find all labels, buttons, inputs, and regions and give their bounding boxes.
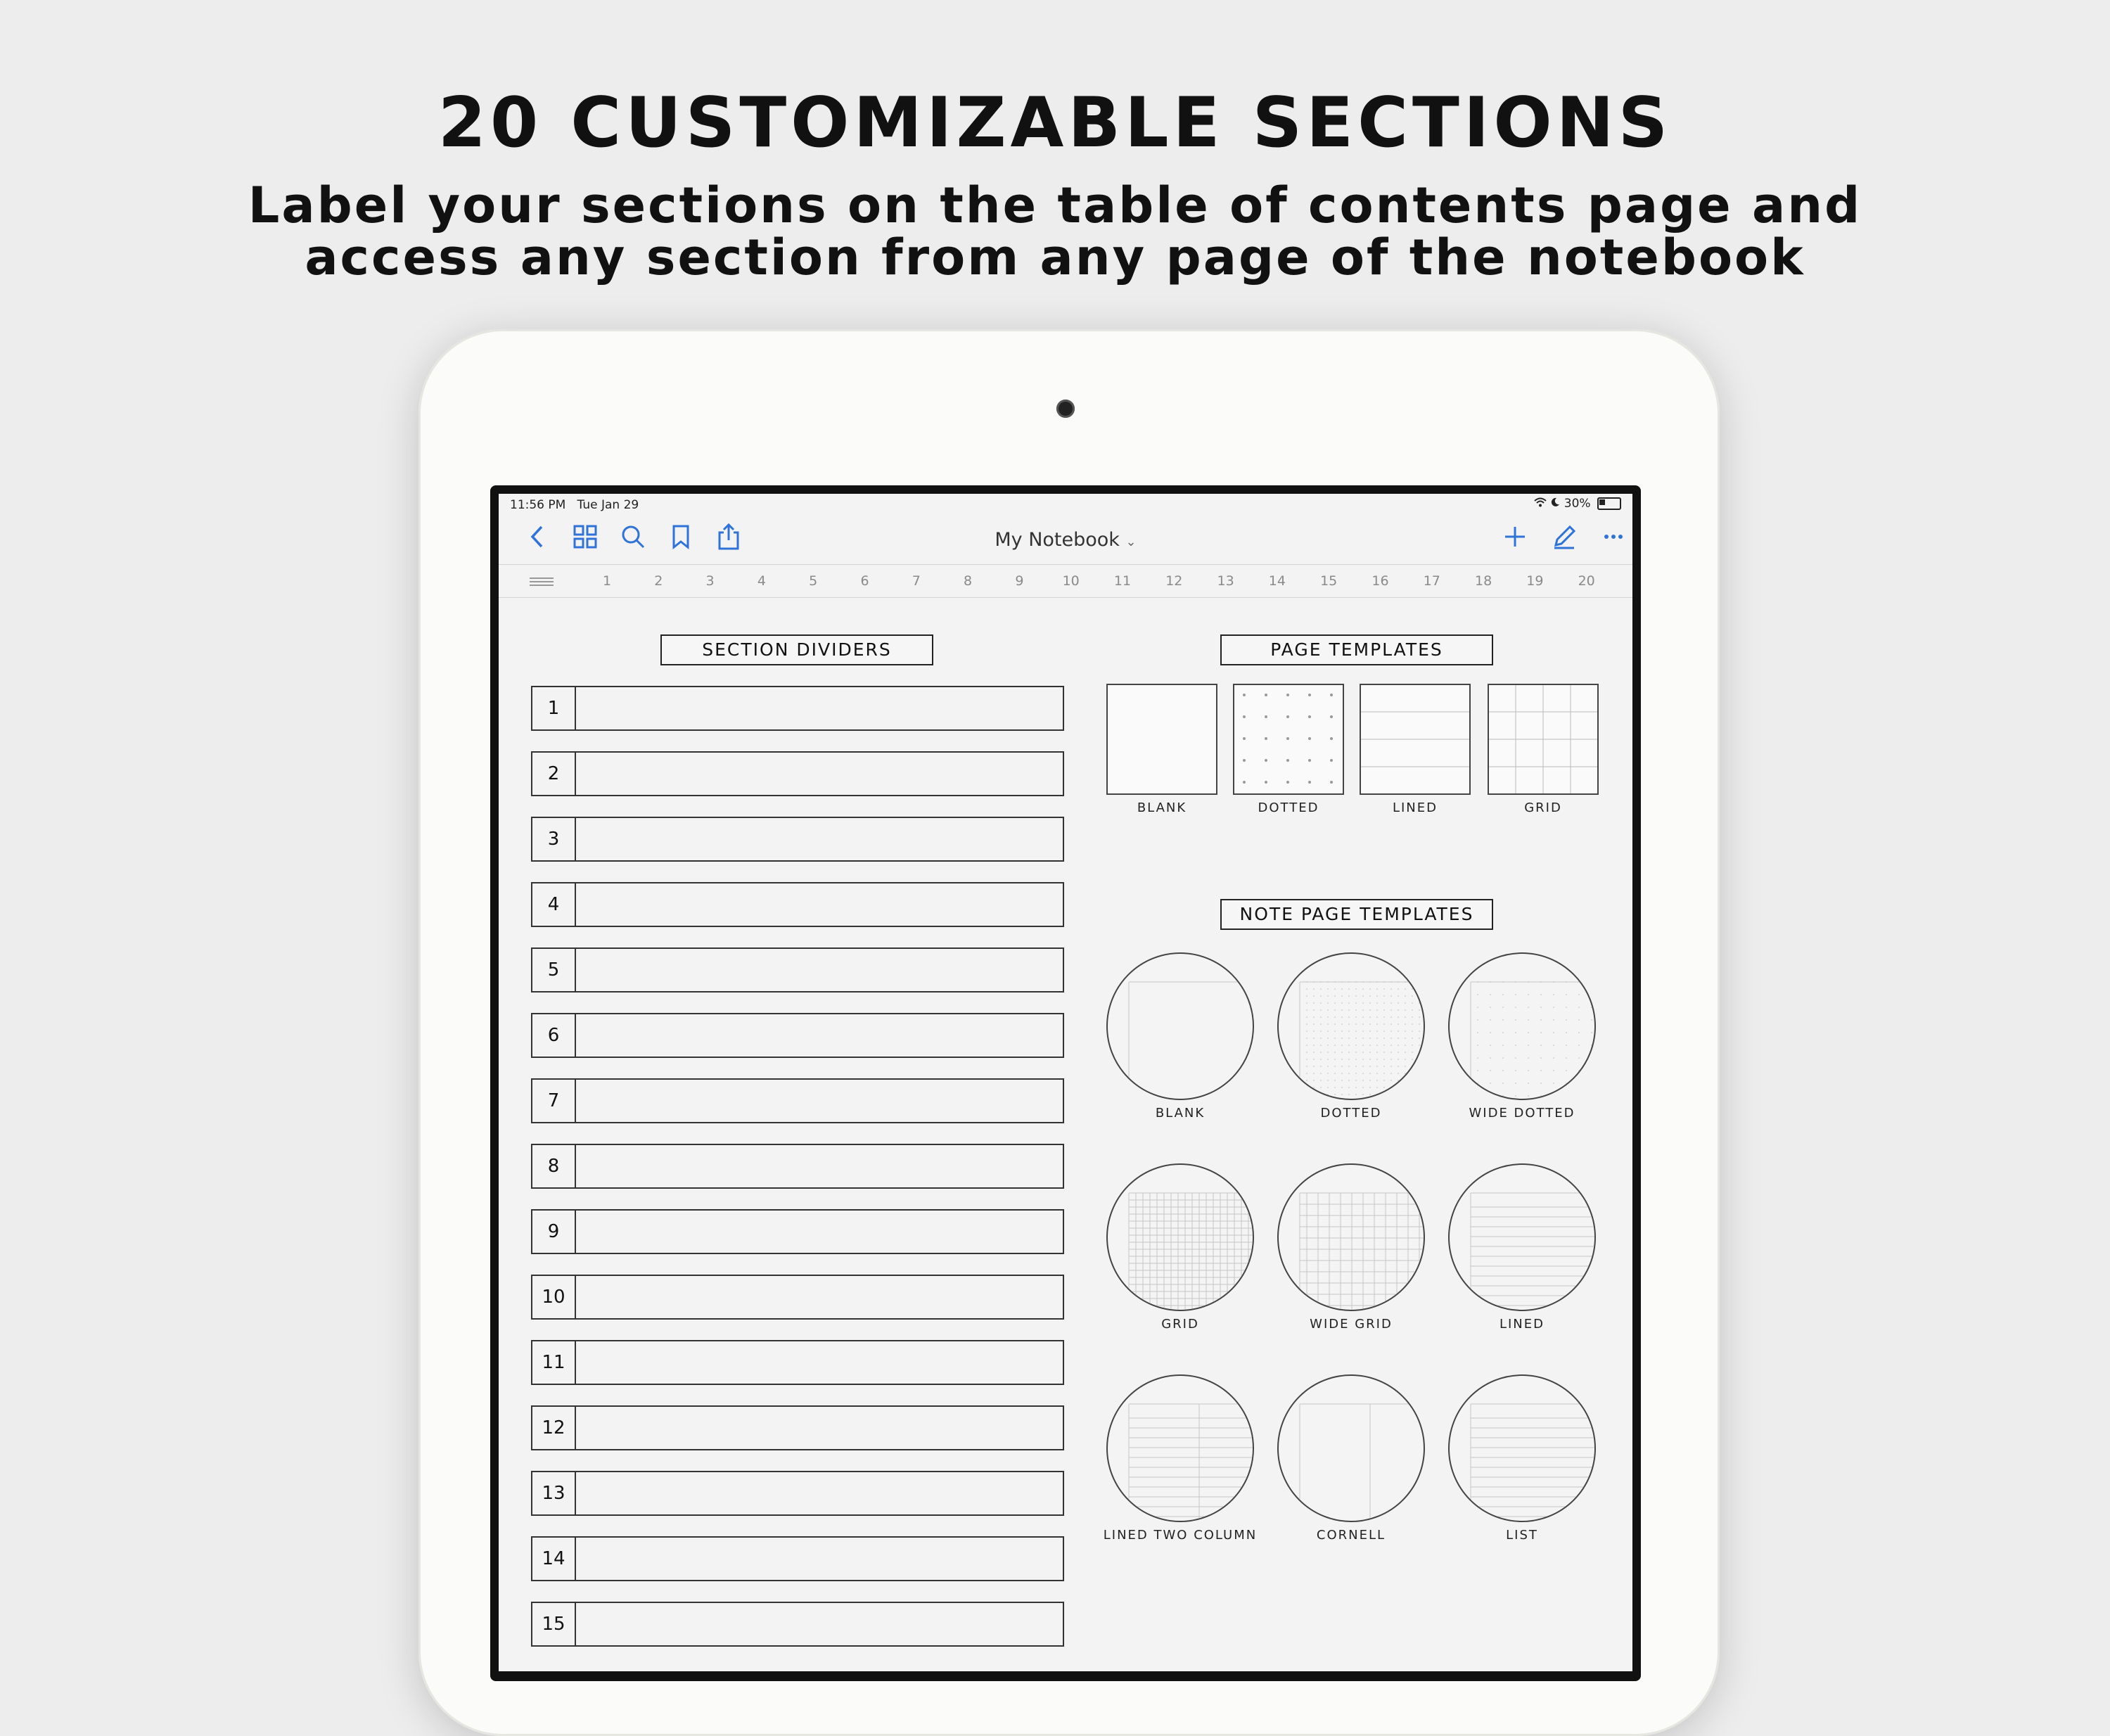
- section-divider-row[interactable]: [531, 686, 1064, 731]
- section-divider-row[interactable]: [531, 1013, 1064, 1058]
- section-number: 12: [532, 1407, 576, 1449]
- section-divider-row[interactable]: [531, 1536, 1064, 1581]
- status-indicators: [1534, 497, 1621, 511]
- section-tab-4[interactable]: 4: [757, 573, 766, 589]
- section-divider-row[interactable]: [531, 817, 1064, 862]
- section-divider-row[interactable]: [531, 1144, 1064, 1189]
- section-number: 3: [532, 818, 576, 860]
- note-template-cornell[interactable]: [1277, 1374, 1425, 1522]
- note-template-lined[interactable]: [1448, 1163, 1596, 1311]
- template-label-grid: GRID: [1524, 800, 1562, 815]
- wifi-icon: [1534, 497, 1550, 511]
- note-template-grid[interactable]: [1106, 1163, 1254, 1311]
- note-template-lined-two-column[interactable]: [1106, 1374, 1254, 1522]
- status-time-date: [510, 498, 639, 512]
- note-template-wide-dotted[interactable]: [1448, 952, 1596, 1100]
- note-template-list[interactable]: [1448, 1374, 1596, 1522]
- section-number: 4: [532, 883, 576, 926]
- section-divider-row[interactable]: [531, 751, 1064, 796]
- chevron-down-icon: ⌄: [1125, 535, 1137, 549]
- section-divider-row[interactable]: [531, 947, 1064, 993]
- section-divider-row[interactable]: [531, 1078, 1064, 1123]
- note-page-templates-heading: NOTE PAGE TEMPLATES: [1220, 899, 1493, 930]
- section-number: 7: [532, 1080, 576, 1122]
- template-blank[interactable]: [1106, 684, 1217, 795]
- section-number: 2: [532, 753, 576, 795]
- menu-lines-icon[interactable]: [530, 576, 554, 589]
- status-bar: [506, 497, 1621, 513]
- section-divider-row[interactable]: [531, 1602, 1064, 1647]
- page-templates-heading: PAGE TEMPLATES: [1220, 634, 1493, 665]
- battery-percent: 30%: [1564, 497, 1591, 511]
- more-icon[interactable]: [1596, 519, 1631, 554]
- section-divider-row[interactable]: [531, 1275, 1064, 1320]
- section-tab-9[interactable]: 9: [1015, 573, 1024, 589]
- section-tab-17[interactable]: 17: [1423, 573, 1440, 589]
- section-tab-10[interactable]: 10: [1062, 573, 1080, 589]
- status-time: 11:56 PM: [510, 498, 566, 512]
- battery-icon: [1597, 497, 1621, 510]
- section-divider-row[interactable]: [531, 1405, 1064, 1450]
- note-template-label-lined-two-column: LINED TWO COLUMN: [1103, 1528, 1258, 1543]
- section-number: 14: [532, 1538, 576, 1580]
- note-template-wide-grid[interactable]: [1277, 1163, 1425, 1311]
- section-divider-row[interactable]: [531, 1340, 1064, 1385]
- front-camera: [1056, 400, 1075, 418]
- tablet-screen: [499, 494, 1632, 1671]
- note-template-label-cornell: CORNELL: [1316, 1528, 1386, 1543]
- section-tab-1[interactable]: 1: [602, 573, 612, 589]
- note-template-label-lined: LINED: [1499, 1317, 1545, 1332]
- note-template-label-dotted: DOTTED: [1320, 1106, 1382, 1121]
- section-tab-2[interactable]: 2: [654, 573, 663, 589]
- section-dividers-heading: SECTION DIVIDERS: [660, 634, 933, 665]
- section-tab-12[interactable]: 12: [1165, 573, 1183, 589]
- section-tab-20[interactable]: 20: [1578, 573, 1595, 589]
- note-template-label-wide-grid: WIDE GRID: [1310, 1317, 1393, 1332]
- subheadline-line-2: access any section from any page of the notebook: [305, 229, 1805, 286]
- template-label-lined: LINED: [1392, 800, 1438, 815]
- status-date: Tue Jan 29: [577, 498, 639, 512]
- section-number: 9: [532, 1211, 576, 1253]
- section-tab-16[interactable]: 16: [1372, 573, 1389, 589]
- section-tab-7[interactable]: 7: [912, 573, 921, 589]
- section-tab-3[interactable]: 3: [705, 573, 715, 589]
- section-tab-6[interactable]: 6: [860, 573, 869, 589]
- add-icon[interactable]: [1497, 519, 1533, 554]
- subheadline: [0, 177, 2110, 286]
- section-number: 10: [532, 1276, 576, 1318]
- section-tab-14[interactable]: 14: [1268, 573, 1286, 589]
- section-tab-13[interactable]: 13: [1217, 573, 1234, 589]
- headline: 20 CUSTOMIZABLE SECTIONS: [437, 83, 1673, 163]
- pen-icon[interactable]: [1547, 519, 1582, 554]
- section-number: 13: [532, 1472, 576, 1514]
- note-template-dotted[interactable]: [1277, 952, 1425, 1100]
- section-tab-bar: [499, 564, 1632, 598]
- subheadline-line-1: Label your sections on the table of contents page and: [248, 177, 1862, 234]
- section-divider-row[interactable]: [531, 1471, 1064, 1516]
- template-lined[interactable]: [1360, 684, 1471, 795]
- note-template-label-blank: BLANK: [1155, 1106, 1206, 1121]
- section-tab-11[interactable]: 11: [1113, 573, 1132, 589]
- notebook-title-menu[interactable]: [499, 529, 1632, 551]
- section-number: 1: [532, 687, 576, 729]
- note-template-label-list: LIST: [1506, 1528, 1538, 1543]
- notebook-title: My Notebook: [995, 529, 1120, 551]
- section-tab-19[interactable]: 19: [1526, 573, 1544, 589]
- template-label-dotted: DOTTED: [1258, 800, 1319, 815]
- note-template-label-wide-dotted: WIDE DOTTED: [1469, 1106, 1575, 1121]
- section-tab-5[interactable]: 5: [809, 573, 818, 589]
- moon-icon: [1550, 497, 1564, 511]
- section-number: 5: [532, 949, 576, 991]
- section-tab-15[interactable]: 15: [1320, 573, 1338, 589]
- template-dotted[interactable]: [1233, 684, 1344, 795]
- note-template-label-grid: GRID: [1161, 1317, 1199, 1332]
- note-template-blank[interactable]: [1106, 952, 1254, 1100]
- section-divider-row[interactable]: [531, 882, 1064, 927]
- section-divider-row[interactable]: [531, 1209, 1064, 1254]
- template-label-blank: BLANK: [1137, 800, 1187, 815]
- toolbar: [499, 513, 1632, 563]
- section-number: 15: [532, 1603, 576, 1645]
- template-grid[interactable]: [1488, 684, 1599, 795]
- section-number: 6: [532, 1014, 576, 1057]
- section-tab-18[interactable]: 18: [1475, 573, 1492, 589]
- section-number: 8: [532, 1145, 576, 1187]
- section-tab-8[interactable]: 8: [964, 573, 973, 589]
- section-number: 11: [532, 1341, 576, 1384]
